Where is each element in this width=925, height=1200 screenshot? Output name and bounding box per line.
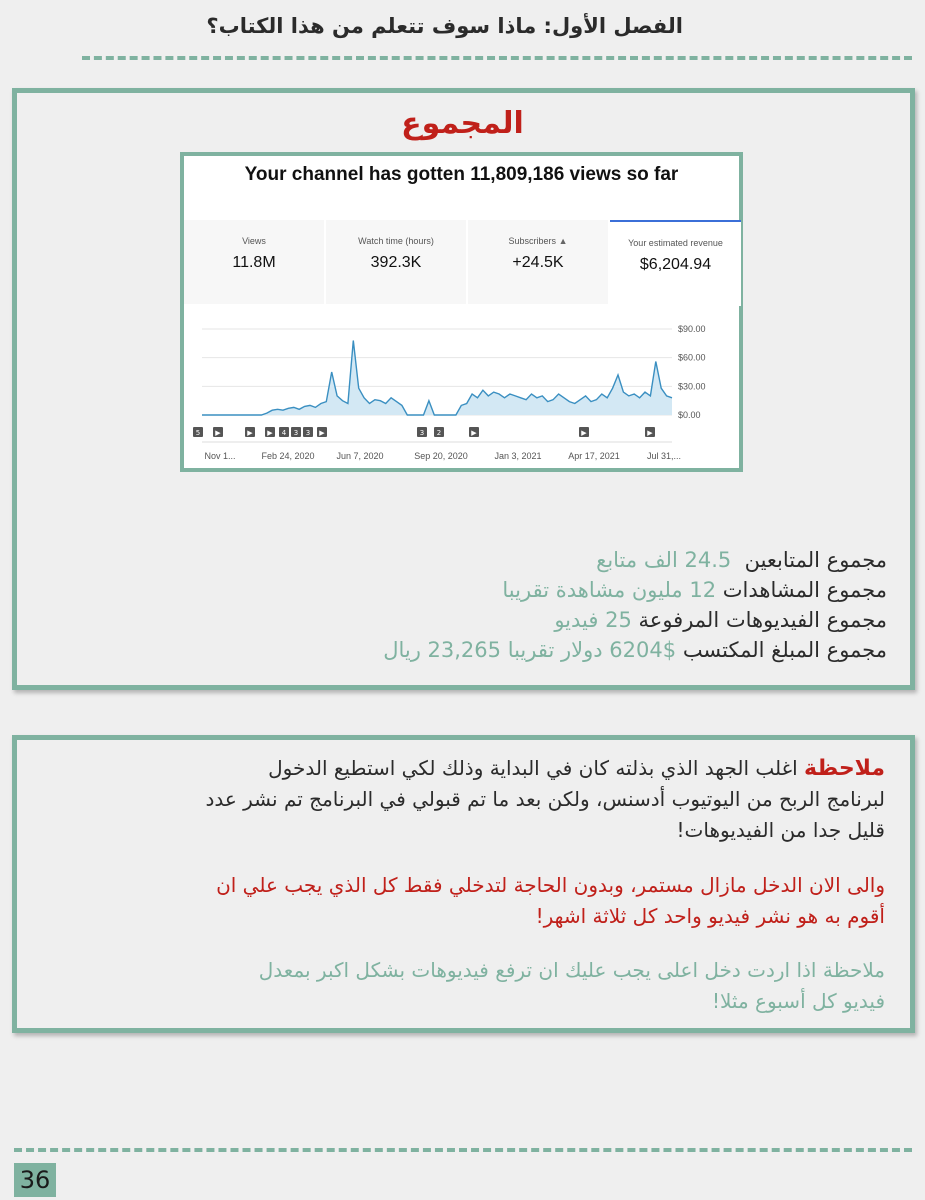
x-tick-label: Sep 20, 2020 [414, 451, 468, 461]
metric-watch-time [326, 220, 466, 304]
metric-views [184, 220, 324, 304]
stat-views: مجموع المشاهدات 12 مليون مشاهدة تقريبا [502, 578, 887, 602]
summary-title: المجموع [401, 106, 524, 141]
video-marker-label: 3 [293, 429, 299, 437]
video-marker-label: 4 [281, 429, 287, 437]
x-tick-label: Jun 7, 2020 [336, 451, 384, 461]
metric-value: 392.3K [370, 254, 422, 271]
screenshot-headline: Your channel has gotten 11,809,186 views so far [244, 164, 679, 185]
video-marker-label: ▶ [319, 429, 325, 437]
metric-subscribers [468, 220, 608, 304]
x-tick-label: Feb 24, 2020 [261, 451, 315, 461]
note-paragraph-2: والى الان الدخل مازال مستمر، وبدون الحاجة لتدخلي فقط كل الذي يجب علي ان أقوم به هو نشر فيديو واحد كل ثلاثة اشهر! [216, 873, 885, 928]
analytics-screenshot [180, 152, 743, 472]
metric-value: $6,204.94 [639, 256, 712, 273]
metric-label: Subscribers ▲ [508, 236, 568, 246]
y-tick-label: $0.00 [678, 410, 701, 420]
video-marker-label: ▶ [647, 429, 653, 437]
warning-icon: ▲ [558, 236, 568, 246]
video-marker-label: ▶ [247, 429, 253, 437]
header-divider [82, 56, 912, 60]
video-marker-label: 5 [195, 429, 201, 437]
note-paragraph-3: ملاحظة اذا اردت دخل اعلى يجب عليك ان ترفع فيديوهات بشكل اكبر بمعدل فيديو كل أسبوع مثلا! [258, 958, 885, 1013]
revenue-chart [184, 321, 739, 469]
stat-videos: مجموع الفيديوهات المرفوعة 25 فيديو [554, 608, 887, 632]
y-tick-label: $30.00 [678, 381, 706, 392]
x-tick-label: Jul 31,... [646, 451, 682, 461]
stats-list [383, 545, 887, 665]
y-tick-label: $60.00 [678, 352, 706, 363]
stat-followers: مجموع المتابعين 24.5 الف متابع [596, 548, 887, 572]
video-marker-label: ▶ [215, 429, 221, 437]
video-marker-label: 3 [419, 429, 425, 437]
x-tick-label: Jan 3, 2021 [494, 451, 542, 461]
video-marker-label: ▶ [267, 429, 273, 437]
note-paragraph-1: ملاحظة اغلب الجهد الذي بذلته كان في البداية وذلك لكي استطيع الدخول لبرنامج الربح من اليوتيوب أدسنس، ولكن بعد ما تم قبولي في البرنامج تم نشر عدد قليل جدا من الفيديوهات! [205, 756, 885, 842]
metric-revenue [610, 220, 741, 306]
metric-label: Your estimated revenue [628, 238, 723, 248]
video-marker-label: ▶ [471, 429, 477, 437]
metric-label: Watch time (hours) [358, 236, 434, 246]
note-label: ملاحظة [804, 756, 885, 781]
footer-divider [14, 1148, 912, 1152]
video-marker-label: ▶ [581, 429, 587, 437]
revenue-area [202, 341, 672, 416]
metric-value: +24.5K [512, 254, 564, 271]
chapter-title: الفصل الأول: ماذا سوف تتعلم من هذا الكتاب؟ [206, 14, 683, 38]
video-marker-label: 2 [436, 429, 442, 437]
y-tick-label: $90.00 [678, 324, 706, 334]
page-number: 36 [14, 1163, 56, 1197]
metric-value: 11.8M [232, 254, 276, 271]
x-tick-label: Nov 1... [204, 451, 236, 461]
video-marker-label: 3 [305, 429, 311, 437]
stat-earnings: مجموع المبلغ المكتسب $6204 دولار تقريبا 23,265 ريال [383, 638, 887, 662]
metric-label: Views [242, 236, 266, 246]
x-tick-label: Apr 17, 2021 [568, 451, 620, 461]
